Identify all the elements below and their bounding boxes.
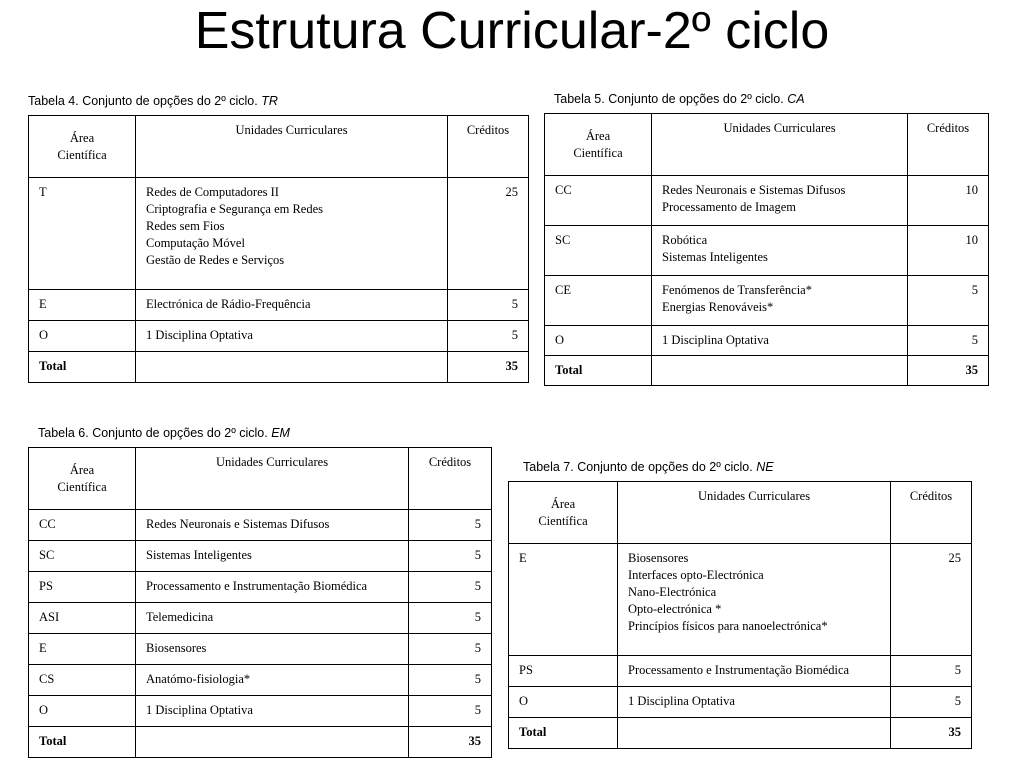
credits-cell: 5: [409, 665, 492, 696]
credits-cell: 5: [891, 687, 972, 718]
credits-header: Créditos: [409, 448, 492, 510]
table-4-block: [28, 93, 529, 383]
area-cell: O: [29, 696, 136, 727]
area-cell: PS: [29, 572, 136, 603]
uc-cell: Telemedicina: [136, 603, 409, 634]
total-credits: 35: [908, 356, 989, 386]
table-7-caption: [523, 459, 972, 475]
uc-header: Unidades Curriculares: [136, 448, 409, 510]
table-4-caption-text: Tabela 4. Conjunto de opções do 2º ciclo.: [28, 94, 262, 108]
uc-cell: Anatómo-fisiologia*: [136, 665, 409, 696]
uc-cell: 1 Disciplina Optativa: [652, 326, 908, 356]
area-cell: T: [29, 178, 136, 290]
area-cell: O: [545, 326, 652, 356]
area-cell: PS: [509, 656, 618, 687]
table-row: [509, 687, 972, 718]
uc-cell: Fenómenos de Transferência* Energias Renováveis*: [652, 276, 908, 326]
table-5: [544, 113, 989, 386]
table-7: [508, 481, 972, 749]
table-row: [509, 656, 972, 687]
uc-cell: Redes Neuronais e Sistemas Difusos: [136, 510, 409, 541]
credits-cell: 10: [908, 176, 989, 226]
table-row: [29, 510, 492, 541]
uc-header: Unidades Curriculares: [618, 482, 891, 544]
total-row: [29, 352, 529, 383]
table-row: [545, 226, 989, 276]
uc-cell: Processamento e Instrumentação Biomédica: [136, 572, 409, 603]
table-row: [545, 176, 989, 226]
credits-cell: 5: [409, 572, 492, 603]
area-cell: O: [509, 687, 618, 718]
total-credits: 35: [448, 352, 529, 383]
credits-cell: 10: [908, 226, 989, 276]
table-row: [29, 603, 492, 634]
uc-cell: 1 Disciplina Optativa: [136, 321, 448, 352]
credits-cell: 5: [409, 603, 492, 634]
area-header: Área Científica: [29, 116, 136, 178]
uc-cell: [136, 727, 409, 758]
credits-cell: 5: [448, 290, 529, 321]
area-header: Área Científica: [545, 114, 652, 176]
table-header-row: [545, 114, 989, 176]
uc-header: Unidades Curriculares: [136, 116, 448, 178]
area-cell: SC: [29, 541, 136, 572]
table-5-caption-code: CA: [787, 92, 805, 106]
area-cell: E: [29, 634, 136, 665]
uc-cell: Redes de Computadores II Criptografia e Segurança em Redes Redes sem Fios Computação Móvel Gestão de Redes e Serviços: [136, 178, 448, 290]
area-cell: CE: [545, 276, 652, 326]
credits-cell: 25: [891, 544, 972, 656]
table-row: [29, 321, 529, 352]
total-credits: 35: [409, 727, 492, 758]
table-7-block: [508, 459, 972, 749]
total-row: [29, 727, 492, 758]
table-6: [28, 447, 492, 758]
table-5-block: [544, 91, 989, 386]
credits-cell: 25: [448, 178, 529, 290]
area-cell: CS: [29, 665, 136, 696]
uc-cell: Robótica Sistemas Inteligentes: [652, 226, 908, 276]
table-4-caption: [28, 93, 529, 109]
uc-cell: 1 Disciplina Optativa: [618, 687, 891, 718]
uc-cell: Redes Neuronais e Sistemas Difusos Processamento de Imagem: [652, 176, 908, 226]
credits-cell: 5: [409, 541, 492, 572]
uc-cell: 1 Disciplina Optativa: [136, 696, 409, 727]
table-6-caption-text: Tabela 6. Conjunto de opções do 2º ciclo.: [38, 426, 272, 440]
credits-cell: 5: [448, 321, 529, 352]
table-row: [545, 326, 989, 356]
total-row: [545, 356, 989, 386]
table-6-block: [28, 425, 492, 758]
uc-header: Unidades Curriculares: [652, 114, 908, 176]
table-header-row: [509, 482, 972, 544]
credits-cell: 5: [908, 326, 989, 356]
table-4-caption-code: TR: [261, 94, 278, 108]
area-cell: CC: [545, 176, 652, 226]
total-label: Total: [29, 352, 136, 383]
table-5-caption: [554, 91, 989, 107]
area-cell: CC: [29, 510, 136, 541]
area-cell: E: [29, 290, 136, 321]
credits-header: Créditos: [891, 482, 972, 544]
credits-header: Créditos: [908, 114, 989, 176]
uc-cell: Biosensores: [136, 634, 409, 665]
table-5-caption-text: Tabela 5. Conjunto de opções do 2º ciclo.: [554, 92, 788, 106]
uc-cell: Biosensores Interfaces opto-Electrónica Nano-Electrónica Opto-electrónica * Princípios físicos para nanoelectrónica*: [618, 544, 891, 656]
credits-cell: 5: [409, 510, 492, 541]
table-row: [29, 696, 492, 727]
total-label: Total: [509, 718, 618, 749]
area-cell: SC: [545, 226, 652, 276]
area-cell: O: [29, 321, 136, 352]
table-6-caption: [38, 425, 492, 441]
table-7-caption-code: NE: [756, 460, 774, 474]
area-cell: E: [509, 544, 618, 656]
table-header-row: [29, 116, 529, 178]
credits-cell: 5: [891, 656, 972, 687]
table-6-caption-code: EM: [271, 426, 290, 440]
page-title: Estrutura Curricular-2º ciclo: [194, 2, 830, 60]
area-cell: ASI: [29, 603, 136, 634]
table-row: [29, 541, 492, 572]
uc-cell: [618, 718, 891, 749]
total-label: Total: [545, 356, 652, 386]
table-row: [29, 572, 492, 603]
table-4: [28, 115, 529, 383]
total-label: Total: [29, 727, 136, 758]
uc-cell: Electrónica de Rádio-Frequência: [136, 290, 448, 321]
uc-cell: [652, 356, 908, 386]
table-row: [545, 276, 989, 326]
table-row: [29, 290, 529, 321]
area-header: Área Científica: [509, 482, 618, 544]
uc-cell: Sistemas Inteligentes: [136, 541, 409, 572]
table-row: [29, 178, 529, 290]
uc-cell: [136, 352, 448, 383]
table-row: [29, 665, 492, 696]
table-7-caption-text: Tabela 7. Conjunto de opções do 2º ciclo.: [523, 460, 757, 474]
table-row: [29, 634, 492, 665]
table-row: [509, 544, 972, 656]
credits-cell: 5: [409, 634, 492, 665]
table-header-row: [29, 448, 492, 510]
uc-cell: Processamento e Instrumentação Biomédica: [618, 656, 891, 687]
credits-header: Créditos: [448, 116, 529, 178]
area-header: Área Científica: [29, 448, 136, 510]
credits-cell: 5: [908, 276, 989, 326]
total-credits: 35: [891, 718, 972, 749]
total-row: [509, 718, 972, 749]
credits-cell: 5: [409, 696, 492, 727]
